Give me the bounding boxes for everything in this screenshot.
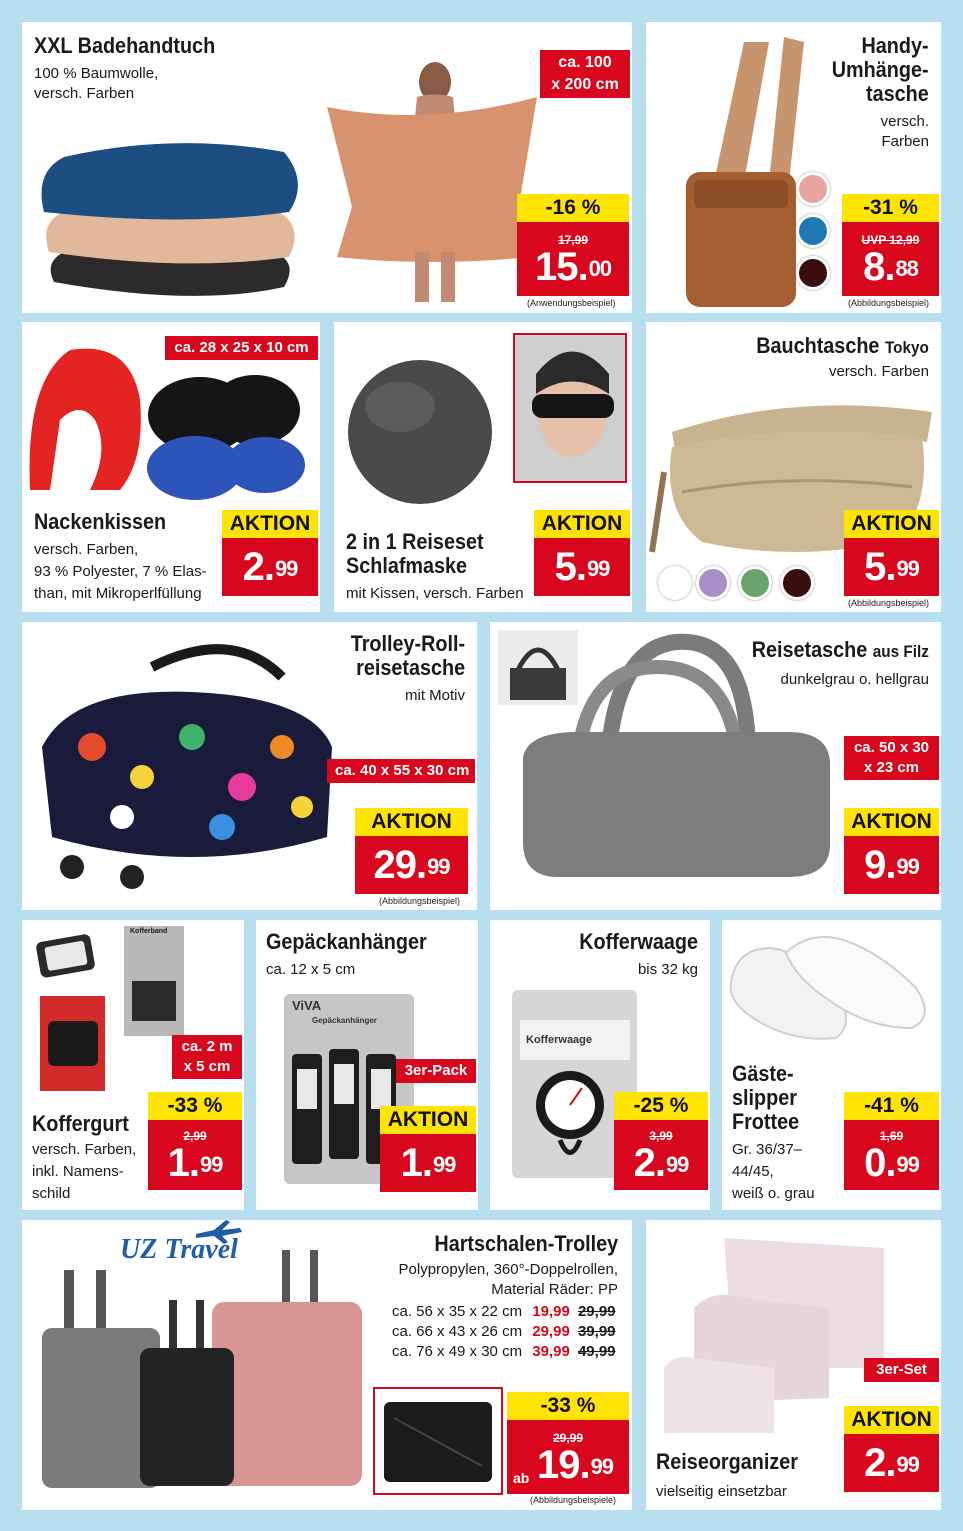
hardcase-card (22, 1220, 632, 1510)
waistbag-note: (Abbildungsbeispiel) (848, 598, 930, 608)
feltbag-desc: dunkelgrau o. hellgrau (780, 671, 929, 688)
hardcase-row-2 (392, 1322, 616, 1342)
trolleybag-card (22, 622, 477, 910)
sleepset-price-int: 5. (554, 545, 586, 589)
waistbag-title-small: Tokyo (885, 338, 929, 357)
slipper-title-2: slipper (732, 1085, 797, 1110)
towel-desc-1: 100 % Baumwolle, (34, 65, 159, 82)
trolleybag-label: AKTION (355, 808, 468, 836)
slipper-price-int: 0. (864, 1140, 896, 1185)
towel-title: XXL Badehandtuch (34, 33, 216, 58)
trolleybag-title-2: reisetasche (356, 655, 465, 680)
strap-size-line-2: x 5 cm (183, 1058, 231, 1075)
hardcase-row-3-new: 39,99 (532, 1343, 570, 1360)
slipper-image (726, 928, 936, 1048)
organizer-price-box (844, 1406, 939, 1492)
sleepset-label: AKTION (534, 510, 630, 538)
organizer-label: AKTION (844, 1406, 939, 1434)
neck-card (22, 322, 320, 612)
hardcase-row-1-new: 19,99 (532, 1303, 570, 1320)
tags-price (401, 1143, 456, 1183)
phonebag-price-dec: 88 (895, 255, 918, 281)
tags-pack-badge: 3er-Pack (396, 1059, 476, 1083)
scale-price-dec: 99 (665, 1151, 689, 1177)
strap-desc-1: versch. Farben, (32, 1141, 137, 1158)
towel-price-main (517, 222, 629, 296)
sleepset-price-box (534, 510, 630, 596)
sleepset-desc: mit Kissen, versch. Farben (346, 585, 524, 602)
phonebag-price-int: 8. (863, 244, 895, 289)
neck-price-box (222, 510, 318, 596)
waistbag-desc: versch. Farben (828, 363, 929, 380)
strap-title: Koffergurt (32, 1111, 129, 1136)
organizer-title: Reiseorganizer (656, 1449, 798, 1474)
hardcase-desc-2: Material Räder: PP (491, 1281, 618, 1298)
scale-price (633, 1140, 689, 1185)
slipper-price (864, 1140, 919, 1185)
hardcase-price-box (507, 1392, 629, 1494)
scale-old-price: 3,99 (649, 1128, 673, 1143)
towel-card (22, 22, 632, 313)
phonebag-desc-2: Farben (881, 133, 929, 150)
hardcase-discount: -33 % (507, 1392, 629, 1420)
organizer-price-main (844, 1434, 939, 1492)
strap-discount: -33 % (148, 1092, 242, 1120)
phonebag-desc-1: versch. (880, 113, 929, 130)
tags-price-main (380, 1134, 476, 1192)
neck-desc-1: versch. Farben, (34, 541, 139, 558)
hardcase-ab: ab (513, 1470, 530, 1486)
phonebag-swatch-1 (796, 172, 830, 206)
hardcase-row-2-old: 39,99 (577, 1323, 616, 1340)
tags-price-box (380, 1106, 476, 1192)
feltbag-title-main: Reisetasche (751, 637, 868, 662)
towel-size-line-1: ca. 100 (558, 54, 612, 71)
organizer-price (864, 1443, 919, 1483)
waistbag-title-main: Bauchtasche (756, 333, 880, 358)
trolleybag-size-badge: ca. 40 x 55 x 30 cm (327, 759, 475, 783)
phonebag-old-price: UVP 12,99 (861, 232, 920, 247)
feltbag-size-line-2: x 23 cm (863, 759, 920, 776)
tags-desc: ca. 12 x 5 cm (266, 961, 356, 978)
slipper-discount: -41 % (844, 1092, 939, 1120)
scale-price-box (614, 1092, 708, 1190)
organizer-desc: vielseitig einsetzbar (656, 1483, 787, 1500)
feltbag-title-small: aus Filz (872, 642, 929, 661)
phonebag-discount: -31 % (842, 194, 939, 222)
strap-size-badge (172, 1035, 242, 1079)
neck-price-dec: 99 (274, 556, 298, 581)
towel-price-int: 15. (534, 244, 588, 289)
phonebag-title-2: Umhänge- (832, 57, 929, 82)
slipper-desc-2: 44/45, (732, 1163, 774, 1180)
feltbag-price (864, 845, 919, 885)
waistbag-swatch-3 (738, 566, 772, 600)
slipper-old-price: 1,69 (879, 1128, 904, 1143)
organizer-set-badge: 3er-Set (864, 1358, 939, 1382)
phonebag-note: (Abbildungsbeispiel) (848, 298, 930, 308)
strap-price-main (148, 1120, 242, 1190)
hardcase-title: Hartschalen-Trolley (434, 1231, 618, 1256)
neck-desc-2: 93 % Polyester, 7 % Elas- (34, 563, 207, 580)
tags-price-int: 1. (400, 1141, 432, 1185)
hardcase-row-1-size: ca. 56 x 35 x 22 cm (392, 1303, 523, 1320)
trolleybag-price-int: 29. (373, 843, 427, 887)
waistbag-price-box (844, 510, 939, 596)
towel-note: (Anwendungsbeispiel) (527, 298, 616, 308)
slipper-title-1: Gäste- (732, 1061, 794, 1086)
slipper-price-main (844, 1120, 939, 1190)
trolleybag-title-1: Trolley-Roll- (350, 631, 465, 656)
scale-price-int: 2. (633, 1140, 665, 1185)
towel-price-box (517, 194, 629, 296)
waistbag-price-main (844, 538, 939, 596)
waistbag-price (864, 547, 919, 587)
neck-size-badge: ca. 28 x 25 x 10 cm (165, 336, 318, 360)
feltbag-price-box (844, 808, 939, 894)
neck-label: AKTION (222, 510, 318, 538)
tags-brand: ViVA (292, 998, 322, 1013)
hardcase-old-price: 29,99 (552, 1430, 584, 1445)
trolleybag-price-dec: 99 (427, 854, 450, 879)
strap-desc-3: schild (32, 1185, 71, 1202)
organizer-price-dec: 99 (896, 1452, 919, 1477)
scale-pkg-label: Kofferwaage (526, 1034, 593, 1046)
slipper-desc-1: Gr. 36/37– (732, 1141, 803, 1158)
organizer-price-int: 2. (864, 1441, 896, 1485)
neck-title: Nackenkissen (34, 509, 167, 534)
feltbag-price-dec: 99 (896, 854, 919, 879)
towel-desc-2: versch. Farben (34, 85, 135, 102)
slipper-desc-3: weiß o. grau (732, 1185, 815, 1202)
tags-pkg-label: Gepäckanhänger (312, 1016, 377, 1025)
sleepset-card (334, 322, 632, 612)
sleepset-price (555, 547, 610, 587)
trolleybag-price-box (355, 808, 468, 894)
neck-price-int: 2. (242, 545, 274, 589)
hardcase-price (536, 1442, 614, 1487)
strap-price-dec: 99 (199, 1151, 223, 1177)
feltbag-size-line-1: ca. 50 x 30 (853, 739, 930, 756)
strap-desc-2: inkl. Namens- (32, 1163, 124, 1180)
towel-stack-image (34, 112, 314, 312)
tags-label: AKTION (380, 1106, 476, 1134)
tags-title: Gepäckanhänger (266, 929, 427, 954)
feltbag-image (518, 637, 838, 897)
strap-pkg-label: Kofferband (130, 928, 168, 935)
waistbag-price-int: 5. (864, 545, 896, 589)
phonebag-title-1: Handy- (861, 33, 929, 58)
hardcase-brand: UZ Travel (120, 1234, 238, 1265)
trolleybag-desc: mit Motiv (405, 687, 465, 704)
sleepset-title-1: 2 in 1 Reiseset (346, 529, 484, 554)
towel-size-badge (540, 50, 630, 98)
waistbag-card (646, 322, 941, 612)
sleepset-mask-image (514, 334, 626, 482)
hardcase-row-2-new: 29,99 (532, 1323, 570, 1340)
strap-price-int: 1. (167, 1140, 199, 1185)
feltbag-size-badge (844, 736, 939, 780)
neck-price (243, 547, 298, 587)
slipper-price-box (844, 1092, 939, 1190)
slipper-price-dec: 99 (896, 1151, 919, 1177)
scale-discount: -25 % (614, 1092, 708, 1120)
phonebag-swatch-3 (796, 256, 830, 290)
scale-title: Kofferwaage (579, 929, 698, 954)
phonebag-price-box (842, 194, 939, 296)
towel-price-dec: 00 (588, 255, 612, 281)
trolleybag-note: (Abbildungsbeispiel) (379, 896, 461, 906)
hardcase-note: (Abbildungsbeispiele) (530, 1495, 617, 1505)
hardcase-row-2-size: ca. 66 x 43 x 26 cm (392, 1323, 523, 1340)
sleepset-title-2: Schlafmaske (346, 553, 468, 578)
towel-discount: -16 % (517, 194, 629, 222)
sleepset-price-dec: 99 (586, 556, 610, 581)
strap-old-price: 2,99 (183, 1128, 207, 1143)
phonebag-price-main (842, 222, 939, 296)
trolleybag-price-main (355, 836, 468, 894)
organizer-card (646, 1220, 941, 1510)
trolleybag-image (32, 637, 342, 897)
waistbag-title (756, 334, 929, 360)
hardcase-row-1 (392, 1302, 616, 1322)
sleepset-pillow-image (340, 342, 510, 512)
towel-old-price: 17,99 (557, 232, 589, 247)
feltbag-price-main (844, 836, 939, 894)
neck-pillow-image (30, 340, 310, 510)
feltbag-label: AKTION (844, 808, 939, 836)
towel-woman-image (307, 57, 537, 307)
waistbag-swatch-4 (780, 566, 814, 600)
hardcase-row-1-old: 29,99 (577, 1303, 616, 1320)
phonebag-title-3: tasche (866, 81, 929, 106)
hardcase-row-3-old: 49,99 (577, 1343, 616, 1360)
strap-size-line-1: ca. 2 m (181, 1038, 233, 1055)
hardcase-inside-image (374, 1388, 502, 1494)
waistbag-label: AKTION (844, 510, 939, 538)
waistbag-swatch-2 (696, 566, 730, 600)
feltbag-price-int: 9. (864, 843, 896, 887)
waistbag-swatch-1 (658, 566, 692, 600)
hardcase-row-3-size: ca. 76 x 49 x 30 cm (392, 1343, 523, 1360)
tags-price-dec: 99 (432, 1152, 456, 1177)
phonebag-price (863, 244, 918, 289)
hardcase-price-dec: 99 (590, 1453, 614, 1479)
hardcase-trolleys-image (34, 1240, 364, 1490)
phonebag-card (646, 22, 941, 313)
strap-price (167, 1140, 223, 1185)
tags-card (256, 920, 478, 1210)
hardcase-row-3 (392, 1342, 616, 1362)
phonebag-swatch-2 (796, 214, 830, 248)
hardcase-desc-1: Polypropylen, 360°-Doppelrollen, (398, 1261, 618, 1278)
feltbag-card (490, 622, 941, 910)
towel-price (534, 244, 612, 289)
strap-card (22, 920, 244, 1210)
strap-price-box (148, 1092, 242, 1190)
hardcase-price-main (507, 1420, 629, 1494)
waistbag-price-dec: 99 (896, 556, 919, 581)
scale-desc: bis 32 kg (637, 961, 698, 978)
scale-card (490, 920, 710, 1210)
slipper-title-3: Frottee (732, 1109, 800, 1134)
sleepset-price-main (534, 538, 630, 596)
slipper-card (722, 920, 941, 1210)
towel-size-line-2: x 200 cm (551, 76, 619, 93)
hardcase-price-int: 19. (536, 1442, 590, 1487)
scale-price-main (614, 1120, 708, 1190)
trolleybag-price (373, 845, 449, 885)
neck-price-main (222, 538, 318, 596)
neck-desc-3: than, mit Mikroperlfüllung (34, 585, 202, 602)
